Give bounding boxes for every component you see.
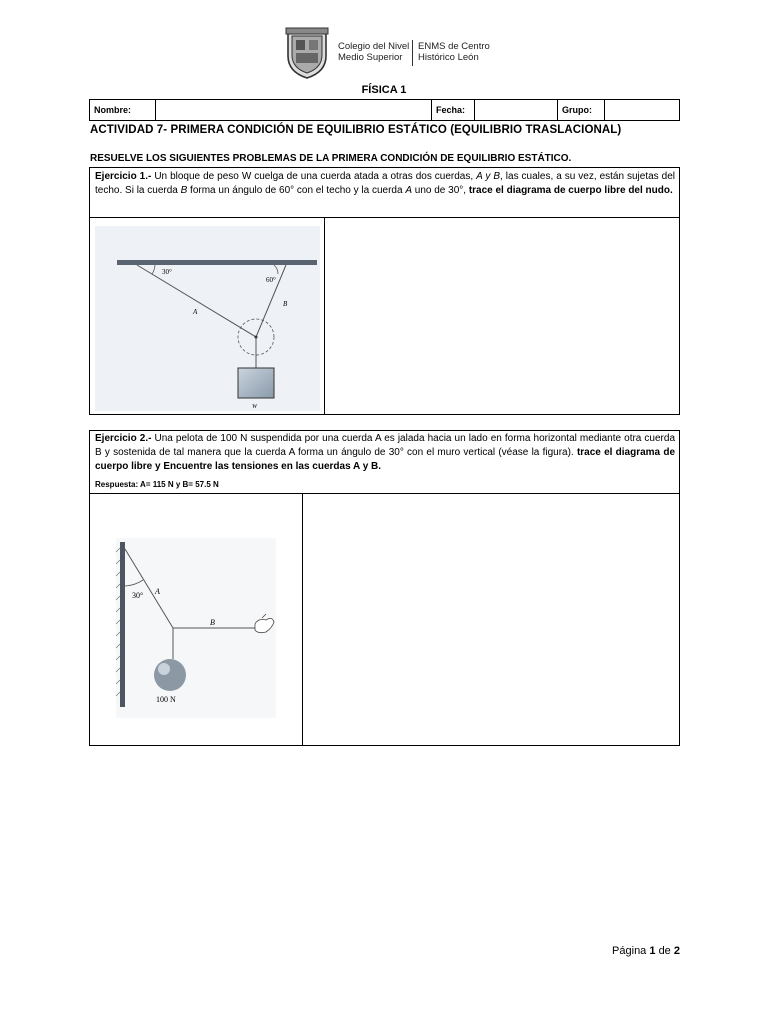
- instructions: RESUELVE LOS SIGUIENTES PROBLEMAS DE LA PRIMERA CONDICIÓN DE EQUILIBRIO ESTÁTICO.: [90, 153, 572, 164]
- page-number: Página 1 de 2: [612, 945, 680, 957]
- weight-block: [238, 368, 274, 398]
- exercise1-figure: [90, 218, 324, 414]
- rope-b-label: B: [210, 618, 215, 627]
- group-field[interactable]: [605, 100, 680, 121]
- name-field[interactable]: [156, 100, 432, 121]
- wall: [120, 542, 125, 707]
- angle-b-label: 60°: [266, 276, 276, 284]
- rope-a-label: A: [193, 308, 198, 316]
- activity-title: ACTIVIDAD 7- PRIMERA CONDICIÓN DE EQUILIBRIO ESTÁTICO (EQUILIBRIO TRASLACIONAL): [90, 124, 622, 136]
- group-label: Grupo:: [558, 100, 605, 121]
- date-label: Fecha:: [432, 100, 475, 121]
- university-seal-logo: [284, 26, 330, 80]
- exercise2-answer: Respuesta: A= 115 N y B= 57.5 N: [95, 480, 219, 489]
- header-divider: [412, 40, 413, 66]
- name-label: Nombre:: [90, 100, 156, 121]
- exercise2-text: Ejercicio 2.- Una pelota de 100 N suspendida por una cuerda A es jalada hacia un lado en forma horizontal mediante otra cuerda B y sostenida de tal manera que la cuerda A forma un ángulo de 30° con el muro vertical (véase la figura). trace el diagrama de cuerpo libre y Encuentre las tensiones en las cuerdas A y B.: [95, 433, 676, 472]
- exercise2-figure-cell: [89, 493, 303, 746]
- rope-b-label: B: [283, 300, 288, 308]
- exercise1-text: Ejercicio 1.- Un bloque de peso W cuelga de una cuerda atada a otras dos cuerdas, A y B, las cuales, a su vez, están sujetas del techo. Si la cuerda B forma un ángulo de 60° con el techo y la cuerda A uno de 30°, trace el diagrama de cuerpo libre del nudo.: [95, 171, 675, 196]
- document-header: [284, 26, 504, 82]
- ceiling: [117, 260, 317, 265]
- subject-title: FÍSICA 1: [361, 84, 407, 96]
- exercise1-figure-cell: [89, 217, 325, 415]
- exercise1-answer-space[interactable]: [324, 217, 680, 415]
- student-info-row: [89, 99, 680, 121]
- ball: [154, 659, 186, 691]
- institution-name: Colegio del Nivel Medio Superior: [338, 41, 410, 63]
- school-name: ENMS de Centro Histórico León: [418, 41, 490, 63]
- ball-weight-label: 100 N: [156, 695, 176, 704]
- exercise1-statement-box: [89, 167, 680, 218]
- date-field[interactable]: [475, 100, 558, 121]
- angle-label: 30°: [132, 591, 144, 600]
- angle-a-label: 30°: [162, 268, 172, 276]
- exercise2-statement-box: [89, 430, 680, 494]
- exercise2-answer-space[interactable]: [302, 493, 680, 746]
- rope-a-label: A: [155, 587, 160, 596]
- weight-label: W: [252, 404, 257, 410]
- exercise2-figure: [90, 494, 302, 745]
